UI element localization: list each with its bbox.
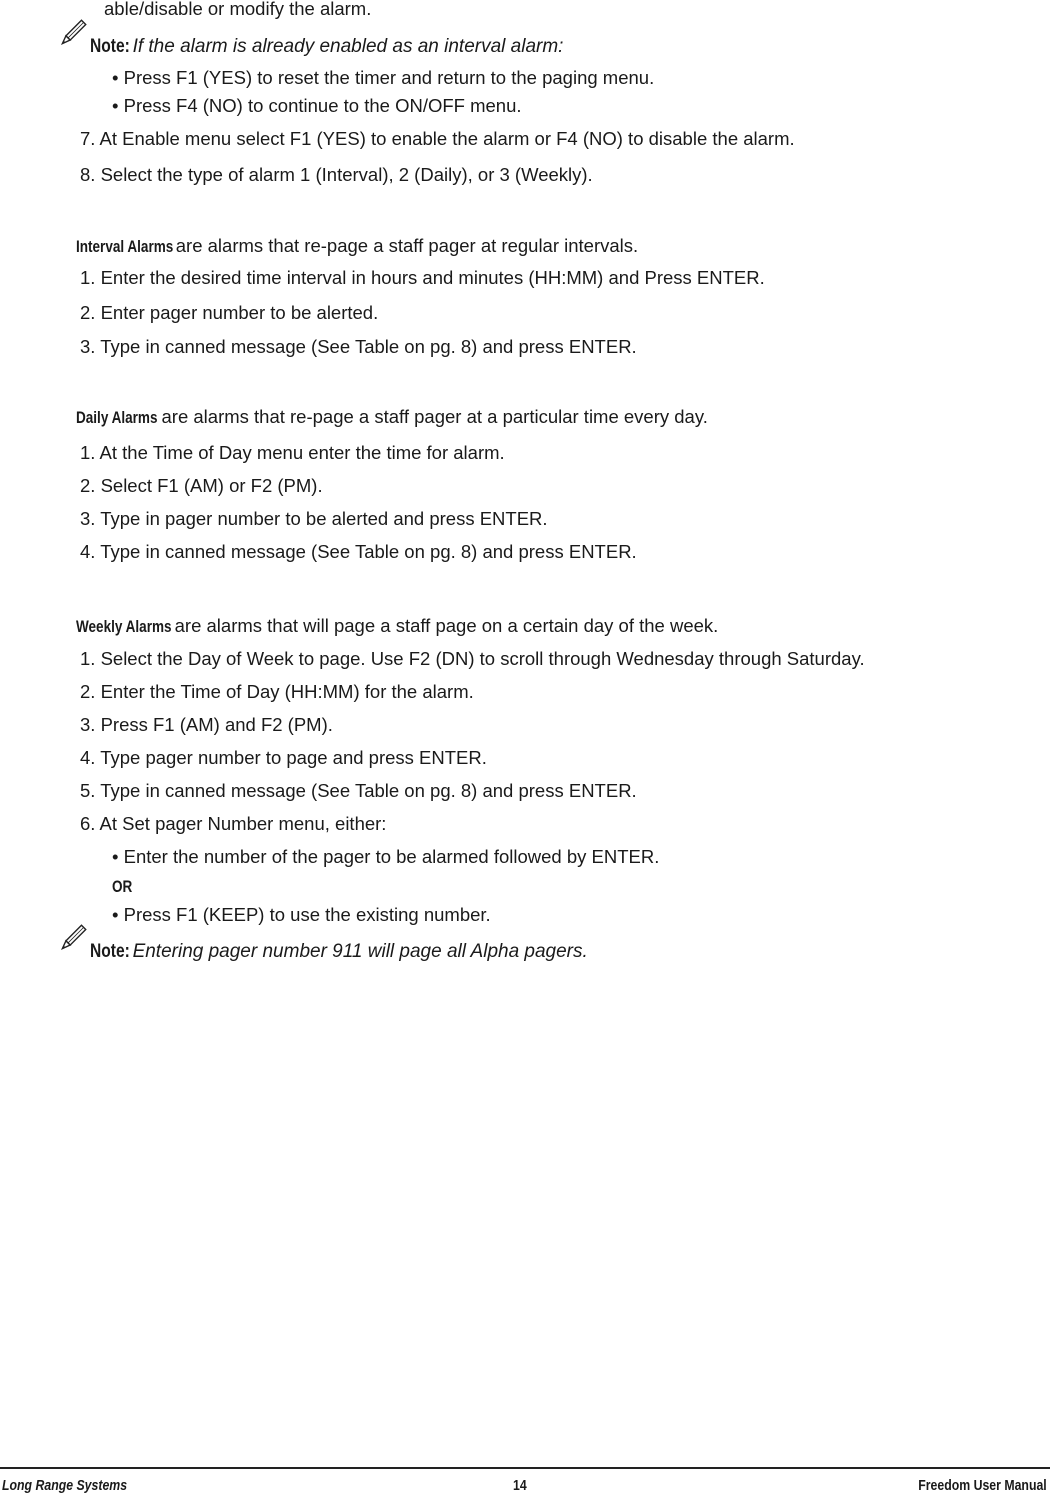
note-1 xyxy=(90,34,563,59)
weekly-alarms-heading xyxy=(76,614,718,639)
interval-step-3: 3. Type in canned message (See Table on pg. 8) and press ENTER. xyxy=(80,336,637,357)
interval-step-1: 1. Enter the desired time interval in hours and minutes (HH:MM) and Press ENTER. xyxy=(80,267,765,288)
daily-alarms-intro: are alarms that re-page a staff pager at a particular time every day. xyxy=(156,406,708,427)
weekly-step-6: 6. At Set pager Number menu, either: xyxy=(80,813,387,834)
weekly-bullet-2: • Press F1 (KEEP) to use the existing number. xyxy=(112,904,491,925)
weekly-bullet-1: • Enter the number of the pager to be alarmed followed by ENTER. xyxy=(112,846,660,867)
daily-step-3: 3. Type in pager number to be alerted and press ENTER. xyxy=(80,508,548,529)
daily-alarms-heading xyxy=(76,405,708,430)
weekly-step-2: 2. Enter the Time of Day (HH:MM) for the alarm. xyxy=(80,681,474,702)
interval-alarms-heading xyxy=(76,234,638,259)
daily-step-1: 1. At the Time of Day menu enter the time for alarm. xyxy=(80,442,505,463)
weekly-or-label: OR xyxy=(112,878,133,896)
note-2 xyxy=(90,939,588,964)
footer-manual-title: Freedom User Manual xyxy=(918,1477,1047,1494)
daily-step-4: 4. Type in canned message (See Table on pg. 8) and press ENTER. xyxy=(80,541,637,562)
footer-divider xyxy=(0,1467,1050,1469)
note-1-label: Note: xyxy=(90,36,130,57)
step-7: 7. At Enable menu select F1 (YES) to enable the alarm or F4 (NO) to disable the alarm. xyxy=(80,128,795,149)
continuation-text: able/disable or modify the alarm. xyxy=(104,0,372,19)
interval-alarms-label: Interval Alarms xyxy=(76,238,174,256)
interval-alarms-intro: are alarms that re-page a staff pager at regular intervals. xyxy=(170,235,639,256)
note-1-text: If the alarm is already enabled as an interval alarm: xyxy=(132,36,564,57)
weekly-step-5: 5. Type in canned message (See Table on pg. 8) and press ENTER. xyxy=(80,780,637,801)
note-2-text: Entering pager number 911 will page all Alpha pagers. xyxy=(132,941,588,962)
weekly-alarms-label: Weekly Alarms xyxy=(76,618,172,636)
daily-alarms-label: Daily Alarms xyxy=(76,409,158,427)
footer-company: Long Range Systems xyxy=(2,1477,128,1494)
weekly-step-3: 3. Press F1 (AM) and F2 (PM). xyxy=(80,714,333,735)
daily-step-2: 2. Select F1 (AM) or F2 (PM). xyxy=(80,475,323,496)
footer-page-number: 14 xyxy=(513,1477,527,1494)
pencil-icon xyxy=(56,16,90,50)
pencil-icon xyxy=(56,921,90,955)
weekly-or xyxy=(112,874,137,899)
note-1-bullet-2: • Press F4 (NO) to continue to the ON/OFF menu. xyxy=(112,95,522,116)
step-8: 8. Select the type of alarm 1 (Interval), 2 (Daily), or 3 (Weekly). xyxy=(80,164,593,185)
interval-step-2: 2. Enter pager number to be alerted. xyxy=(80,302,379,323)
note-2-label: Note: xyxy=(90,941,130,962)
weekly-step-1: 1. Select the Day of Week to page. Use F2 (DN) to scroll through Wednesday through Saturday. xyxy=(80,648,865,669)
note-1-bullet-1: • Press F1 (YES) to reset the timer and return to the paging menu. xyxy=(112,67,655,88)
weekly-alarms-intro: are alarms that will page a staff page on a certain day of the week. xyxy=(169,615,719,636)
weekly-step-4: 4. Type pager number to page and press ENTER. xyxy=(80,747,487,768)
